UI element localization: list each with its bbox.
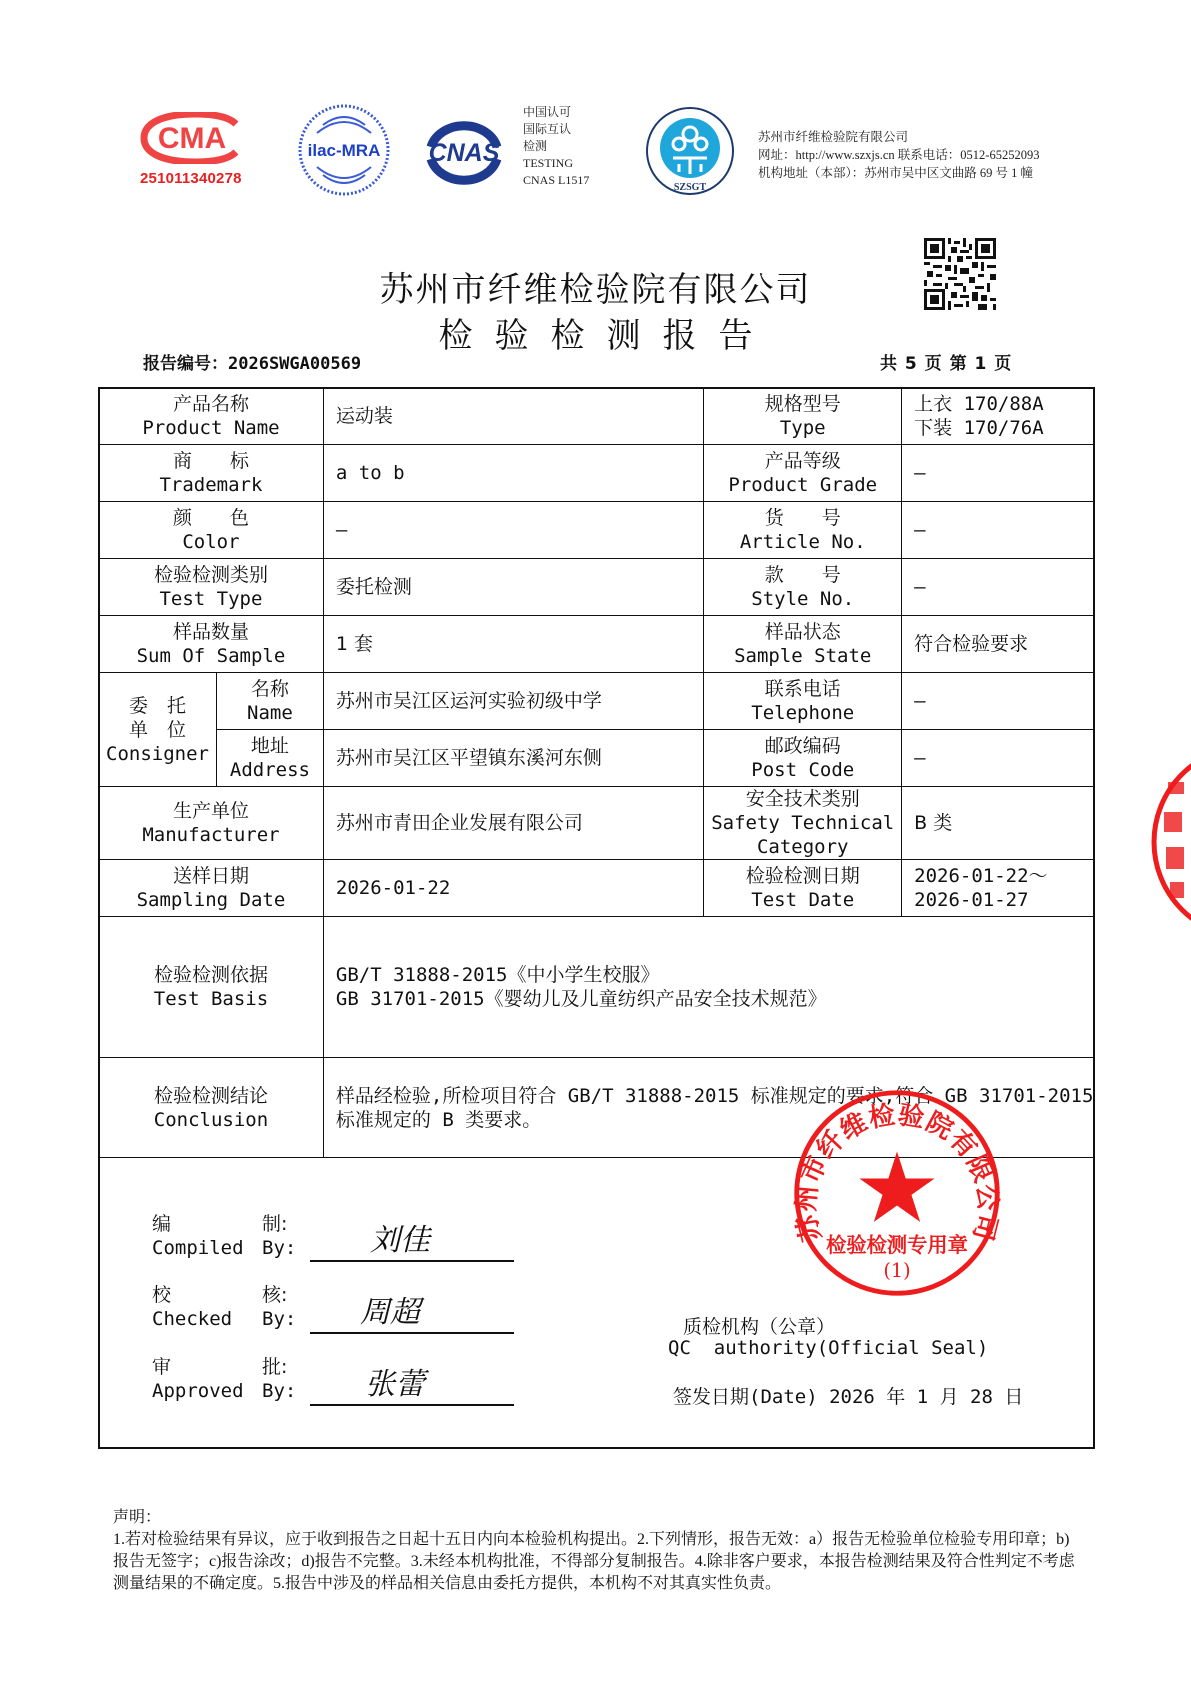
telephone-label (704, 673, 902, 730)
test-date-end: 2026-01-27 (914, 889, 1029, 911)
label-cn: 产品等级 (764, 450, 841, 472)
label-en: Consigner (106, 742, 209, 765)
article-no-value: — (902, 502, 1095, 559)
test-basis-label (99, 917, 324, 1058)
label-cn: 颜 色 (172, 507, 249, 529)
sample-state-value: 符合检验要求 (902, 616, 1095, 673)
cnas-line: 中国认可 (523, 105, 572, 119)
type-top: 上衣 170/88A (914, 393, 1044, 415)
cnas-logo (421, 117, 507, 187)
consigner-address-label (216, 730, 323, 787)
sign-label-cn: 审 (152, 1356, 172, 1378)
product-name-value: 运动装 (323, 388, 703, 445)
conclusion-line: 标准规定的 B 类要求。 (335, 1108, 542, 1131)
report-info-table (98, 387, 1095, 1158)
conclusion-label (99, 1058, 324, 1158)
label-en: Test Date (751, 889, 855, 911)
label-en: Safety Technical (711, 812, 895, 834)
label-cn: 单 位 (128, 718, 186, 741)
disclaimer-body: 1.若对检验结果有异议，应于收到报告之日起十五日内向本检验机构提出。2.下列情形，报告无效：a）报告无检验单位检验专用印章；b)报告无签字；c)报告涂改；d)报告不完整。3.未经本机构批准，不得部分复制报告。4.除非客户要求，本报告检测结果及符合性判定不考虑测量结果的不确定度。5.报告中涉及的样品相关信息由委托方提供，本机构不对其真实性负责。 (113, 1531, 1075, 1592)
label-en: Name (247, 702, 293, 724)
trademark-value: a to b (323, 445, 703, 502)
label-cn: 商 标 (172, 450, 249, 472)
checked-signature: 周超 (360, 1295, 420, 1330)
page-indicator: 共 5 页 第 1 页 (880, 354, 1012, 374)
consigner-name-value: 苏州市吴江区运河实验初级中学 (323, 673, 703, 730)
label-en: Address (229, 759, 310, 781)
label-cn: 邮政编码 (764, 735, 841, 757)
seal-number: (1) (883, 1258, 911, 1282)
label-en: Post Code (751, 759, 855, 781)
product-name-label (99, 388, 324, 445)
consigner-name-label (216, 673, 323, 730)
cma-mark-icon (140, 112, 250, 164)
test-type-value: 委托检测 (323, 559, 703, 616)
style-no-label (704, 559, 902, 616)
institute-name: 苏州市纤维检验院有限公司 (758, 130, 909, 144)
type-bottom: 下装 170/76A (914, 417, 1044, 439)
label-cn: 检验检测依据 (153, 964, 268, 986)
sign-label-en: Compiled (152, 1237, 244, 1259)
qc-authority-en: QC authority(Official Seal) (668, 1337, 989, 1359)
cma-logo (140, 112, 270, 187)
table-row (99, 673, 1095, 730)
label-cn: 委 托 (128, 694, 186, 717)
label-en: Telephone (751, 702, 855, 724)
cma-number: 251011340278 (140, 170, 242, 187)
disclaimer-title: 声明： (113, 1509, 162, 1526)
compiled-by (152, 1212, 296, 1260)
cnas-line: 检测 (523, 139, 548, 153)
test-date-value (902, 860, 1095, 917)
label-cn: 地址 (250, 735, 289, 757)
label-en: Color (182, 531, 240, 553)
label-en: Product Name (142, 417, 280, 439)
cnas-line: TESTING (523, 156, 573, 170)
label-en: Product Grade (728, 474, 878, 496)
manufacturer-label (99, 787, 324, 860)
ilac-mra-logo (297, 103, 391, 197)
color-value: — (323, 502, 703, 559)
label-cn: 安全技术类别 (745, 788, 860, 810)
label-cn: 样品数量 (172, 621, 249, 643)
label-cn: 送样日期 (172, 865, 249, 887)
table-row (99, 559, 1095, 616)
checked-signature-line (310, 1332, 514, 1334)
table-row (99, 502, 1095, 559)
product-grade-label (704, 445, 902, 502)
label-cn: 名称 (250, 678, 289, 700)
label-cn: 产品名称 (172, 393, 249, 415)
compiled-signature-line (310, 1260, 514, 1262)
article-no-label (704, 502, 902, 559)
institute-address: 机构地址（本部）：苏州市吴中区文曲路 69 号 1 幢 (758, 166, 1034, 180)
post-code-value: — (902, 730, 1095, 787)
label-cn: 联系电话 (764, 678, 841, 700)
label-cn: 检验检测日期 (745, 865, 860, 887)
test-date-label (704, 860, 902, 917)
table-row (99, 860, 1095, 917)
official-seal (790, 1086, 1004, 1300)
label-en: Test Type (159, 588, 263, 610)
institute-logo-text: SZSGT (673, 182, 707, 193)
style-no-value: — (902, 559, 1095, 616)
trademark-label (99, 445, 324, 502)
label-cn: 检验检测类别 (153, 564, 268, 586)
test-basis-standard: GB 31701-2015《婴幼儿及儿童纺织产品安全技术规范》 (335, 988, 827, 1010)
report-title: 检验检测报告 (438, 316, 775, 356)
label-en: Trademark (159, 474, 263, 496)
report-number-label: 报告编号： (143, 354, 228, 374)
sign-label-cn: 编 (152, 1213, 172, 1235)
approved-signature: 张蕾 (365, 1367, 425, 1402)
label-en: Category (756, 836, 849, 858)
cross-page-seal-fragment (1140, 752, 1191, 932)
label-en: Sum Of Sample (136, 645, 286, 667)
sampling-date-label (99, 860, 324, 917)
company-title: 苏州市纤维检验院有限公司 (379, 270, 812, 310)
label-en: Test Basis (153, 988, 269, 1010)
qc-authority-cn: 质检机构（公章） (683, 1316, 836, 1338)
cma-logo-text: CMA (157, 122, 227, 155)
sign-label-en: By: (262, 1380, 297, 1402)
sign-label-cn: 校 (152, 1284, 172, 1306)
safety-category-label (704, 787, 902, 860)
seal-star-icon (859, 1152, 934, 1222)
institute-logo (645, 106, 735, 196)
sampling-date-value: 2026-01-22 (323, 860, 703, 917)
safety-category-value: B 类 (902, 787, 1095, 860)
cnas-logo-text: CNAS (428, 139, 500, 167)
sign-label-cn: 批: (262, 1356, 288, 1378)
checked-by (152, 1283, 296, 1331)
sample-state-label (704, 616, 902, 673)
table-row (99, 445, 1095, 502)
test-basis-standard: GB/T 31888-2015《中小学生校服》 (335, 964, 660, 986)
disclaimer (113, 1507, 1083, 1595)
sign-label-en: By: (262, 1237, 297, 1259)
test-basis-value (323, 917, 1094, 1058)
table-row (99, 787, 1095, 860)
label-en: Style No. (751, 588, 855, 610)
type-value (902, 388, 1095, 445)
approved-by (152, 1355, 296, 1403)
table-row (99, 917, 1095, 1058)
post-code-label (704, 730, 902, 787)
sum-of-sample-label (99, 616, 324, 673)
manufacturer-value: 苏州市青田企业发展有限公司 (323, 787, 703, 860)
table-row (99, 616, 1095, 673)
consigner-label (99, 673, 217, 787)
conclusion-line: 样品经检验,所检项目符合 GB/T 31888-2015 标准规定的要求,符合 GB 31701-2015 (335, 1084, 1094, 1107)
color-label (99, 502, 324, 559)
table-row (99, 730, 1095, 787)
report-number-value: 2026SWGA00569 (228, 354, 362, 374)
telephone-value: — (902, 673, 1095, 730)
label-en: Article No. (739, 531, 866, 553)
institute-contact (758, 128, 1039, 182)
consigner-address-value: 苏州市吴江区平望镇东溪河东侧 (323, 730, 703, 787)
label-en: Conclusion (153, 1108, 269, 1131)
label-cn: 检验检测结论 (153, 1084, 268, 1107)
label-cn: 规格型号 (764, 393, 841, 415)
signature-section (100, 1168, 660, 1447)
label-cn: 款 号 (764, 564, 841, 586)
ilac-logo-text: ilac-MRA (307, 141, 381, 160)
label-en: Sampling Date (136, 889, 286, 911)
product-grade-value: — (902, 445, 1095, 502)
sign-label-cn: 核: (262, 1284, 288, 1306)
sign-label-cn: 制: (262, 1213, 288, 1235)
sign-label-en: By: (262, 1308, 297, 1330)
label-en: Sample State (734, 645, 872, 667)
cnas-line: 国际互认 (523, 122, 572, 136)
cnas-accreditation-text (523, 104, 589, 189)
sign-label-en: Approved (152, 1380, 244, 1402)
label-cn: 生产单位 (172, 800, 249, 822)
cnas-line: CNAS L1517 (523, 173, 590, 187)
seal-center-text: 检验检测专用章 (826, 1232, 968, 1257)
report-number (143, 349, 361, 374)
compiled-signature: 刘佳 (370, 1223, 430, 1258)
sum-of-sample-value: 1 套 (323, 616, 703, 673)
table-row (99, 388, 1095, 445)
label-en: Manufacturer (142, 824, 280, 846)
seal-ring-text: 苏州市纤维检验院有限公司 (791, 1100, 1003, 1245)
issue-date: 签发日期(Date) 2026 年 1 月 28 日 (673, 1386, 1024, 1408)
approved-signature-line (310, 1404, 514, 1406)
official-seal-icon (790, 1086, 1004, 1300)
website-phone: 网址：http://www.szxjs.cn 联系电话：0512-65252093 (758, 148, 1040, 162)
label-cn: 样品状态 (764, 621, 841, 643)
type-label (704, 388, 902, 445)
label-cn: 货 号 (764, 507, 841, 529)
test-date-start: 2026-01-22～ (914, 865, 1048, 887)
sign-label-en: Checked (152, 1308, 233, 1330)
test-type-label (99, 559, 324, 616)
label-en: Type (779, 417, 826, 439)
